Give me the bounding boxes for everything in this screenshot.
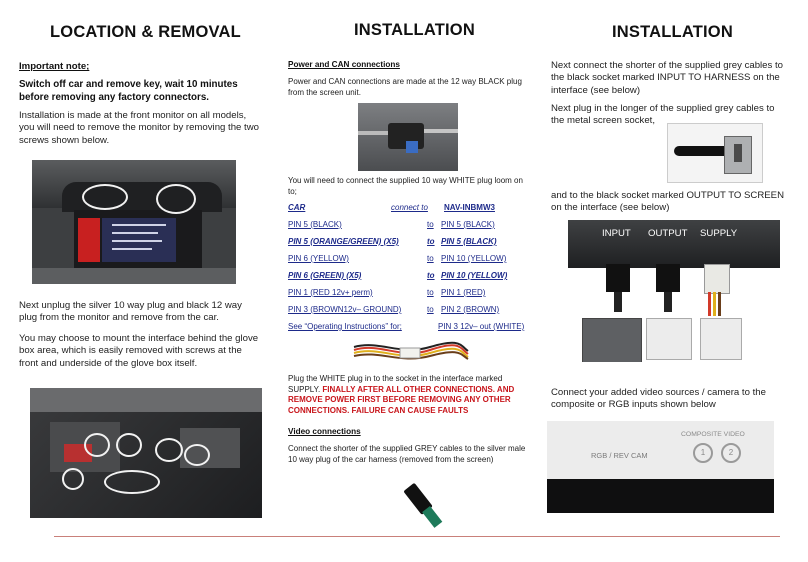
- composite-input-1: 1: [693, 443, 713, 463]
- wiring-row-left: PIN 5 (ORANGE/GREEN) (X5): [288, 237, 399, 246]
- input-label: INPUT: [602, 228, 631, 239]
- col3-heading: INSTALLATION: [612, 23, 733, 41]
- col1-paragraph-3: You may choose to mount the interface behind the glove box area, which is easily removed with screws at the front and underside of the glove box itself.: [19, 333, 259, 369]
- wiring-row-right: PIN 10 (YELLOW): [441, 254, 507, 263]
- wiring-row-right: PIN 2 (BROWN): [441, 305, 500, 314]
- supply-label: SUPPLY: [700, 228, 738, 239]
- screw-marker-5: [62, 468, 84, 490]
- composite-input-2: 2: [721, 443, 741, 463]
- wiring-car-header: CAR: [288, 203, 306, 212]
- wiring-connect-to: connect to: [391, 203, 428, 212]
- screen-socket-photo: [667, 123, 763, 183]
- video-connections-heading: Video connections: [288, 427, 361, 436]
- col1-paragraph-2: Next unplug the silver 10 way plug and black 12 way plug from the monitor and remove from the car.: [19, 300, 242, 324]
- wiring-row-to: to: [427, 271, 435, 280]
- footer-divider: [54, 536, 780, 537]
- interface-box-photo: [560, 220, 784, 362]
- warning-text: Switch off car and remove key, wait 10 minutes before removing any factory connectors.: [19, 79, 238, 103]
- important-note: Important note;: [19, 61, 90, 72]
- wiring-row-to: to: [427, 220, 434, 229]
- wiring-row-left: See “Operating Instructions” for;: [288, 322, 402, 331]
- power-plug-photo: [358, 103, 458, 171]
- dashboard-monitor-photo: [32, 160, 236, 284]
- wiring-row-left: PIN 6 (YELLOW): [288, 254, 349, 263]
- col3-paragraph-3: and to the black socket marked OUTPUT TO SCREEN on the interface (see below): [551, 190, 785, 214]
- supply-instruction: Plug the WHITE plug in to the socket in the interface marked SUPPLY.: [288, 374, 503, 394]
- power-warning: FINALLY AFTER ALL OTHER CONNECTIONS. AND REMOVE POWER FIRST BEFORE REMOVING ANY OTHER CONNECTIONS. FAILURE CAN CAUSE FAULTS: [288, 384, 515, 415]
- wiring-loom-image: [350, 340, 470, 364]
- wiring-row-to: to: [427, 237, 435, 246]
- wiring-row-left: PIN 6 (GREEN) (X5): [288, 271, 362, 280]
- col1-heading: LOCATION & REMOVAL: [50, 23, 241, 41]
- wiring-row-right: PIN 3 12v– out (WHITE): [438, 322, 525, 331]
- col2-heading: INSTALLATION: [354, 21, 475, 39]
- screw-marker-2: [116, 433, 142, 457]
- col3-paragraph-4: Connect your added video sources / camera to the composite or RGB inputs shown below: [551, 387, 766, 411]
- screw-marker-6: [104, 470, 160, 494]
- output-label: OUTPUT: [648, 228, 688, 239]
- wiring-row-right: PIN 10 (YELLOW): [441, 271, 508, 280]
- wiring-row-right: PIN 5 (BLACK): [441, 220, 495, 229]
- wiring-row-right: PIN 5 (BLACK): [441, 237, 497, 246]
- wiring-product-header: NAV-INBMW3: [444, 203, 495, 212]
- col3-paragraph-1: Next connect the shorter of the supplied grey cables to the black socket marked INPUT TO HARNESS on the interface (see below): [551, 60, 783, 96]
- wiring-table: [288, 203, 538, 333]
- power-can-heading: Power and CAN connections: [288, 60, 400, 69]
- col1-paragraph-1: Installation is made at the front monitor on all models, you will need to remove the monitor by removing the two screws shown below.: [19, 110, 259, 146]
- wiring-row-to: to: [427, 288, 434, 297]
- rgb-rev-cam-label: RGB / REV CAM: [591, 451, 648, 460]
- col2-paragraph-1: Power and CAN connections are made at the 12 way BLACK plug from the screen unit.: [288, 77, 522, 97]
- col2-paragraph-3: [288, 374, 533, 416]
- glove-box-photo: [30, 388, 262, 518]
- col2-paragraph-4: Connect the shorter of the supplied GREY cables to the silver male 10 way plug of the car harness (removed from the screen): [288, 444, 526, 464]
- wiring-row-left: PIN 1 (RED 12v+ perm): [288, 288, 373, 297]
- screw-marker-3: [155, 438, 183, 462]
- composite-video-label: COMPOSITE VIDEO: [681, 431, 745, 438]
- col2-paragraph-2: You will need to connect the supplied 10 way WHITE plug loom on to;: [288, 176, 523, 196]
- video-inputs-photo: [547, 421, 774, 513]
- wiring-row-to: to: [427, 305, 434, 314]
- col3-paragraph-2: Next plug in the longer of the supplied grey cables to the metal screen socket,: [551, 103, 775, 127]
- wiring-row-to: to: [427, 254, 434, 263]
- wiring-row-right: PIN 1 (RED): [441, 288, 486, 297]
- wiring-row-left: PIN 3 (BROWN12v– GROUND): [288, 305, 402, 314]
- screw-marker-right: [156, 184, 196, 214]
- wiring-row-left: PIN 5 (BLACK): [288, 220, 342, 229]
- screw-marker-1: [84, 433, 110, 457]
- screw-marker-4: [184, 444, 210, 466]
- screw-marker-left: [82, 184, 128, 210]
